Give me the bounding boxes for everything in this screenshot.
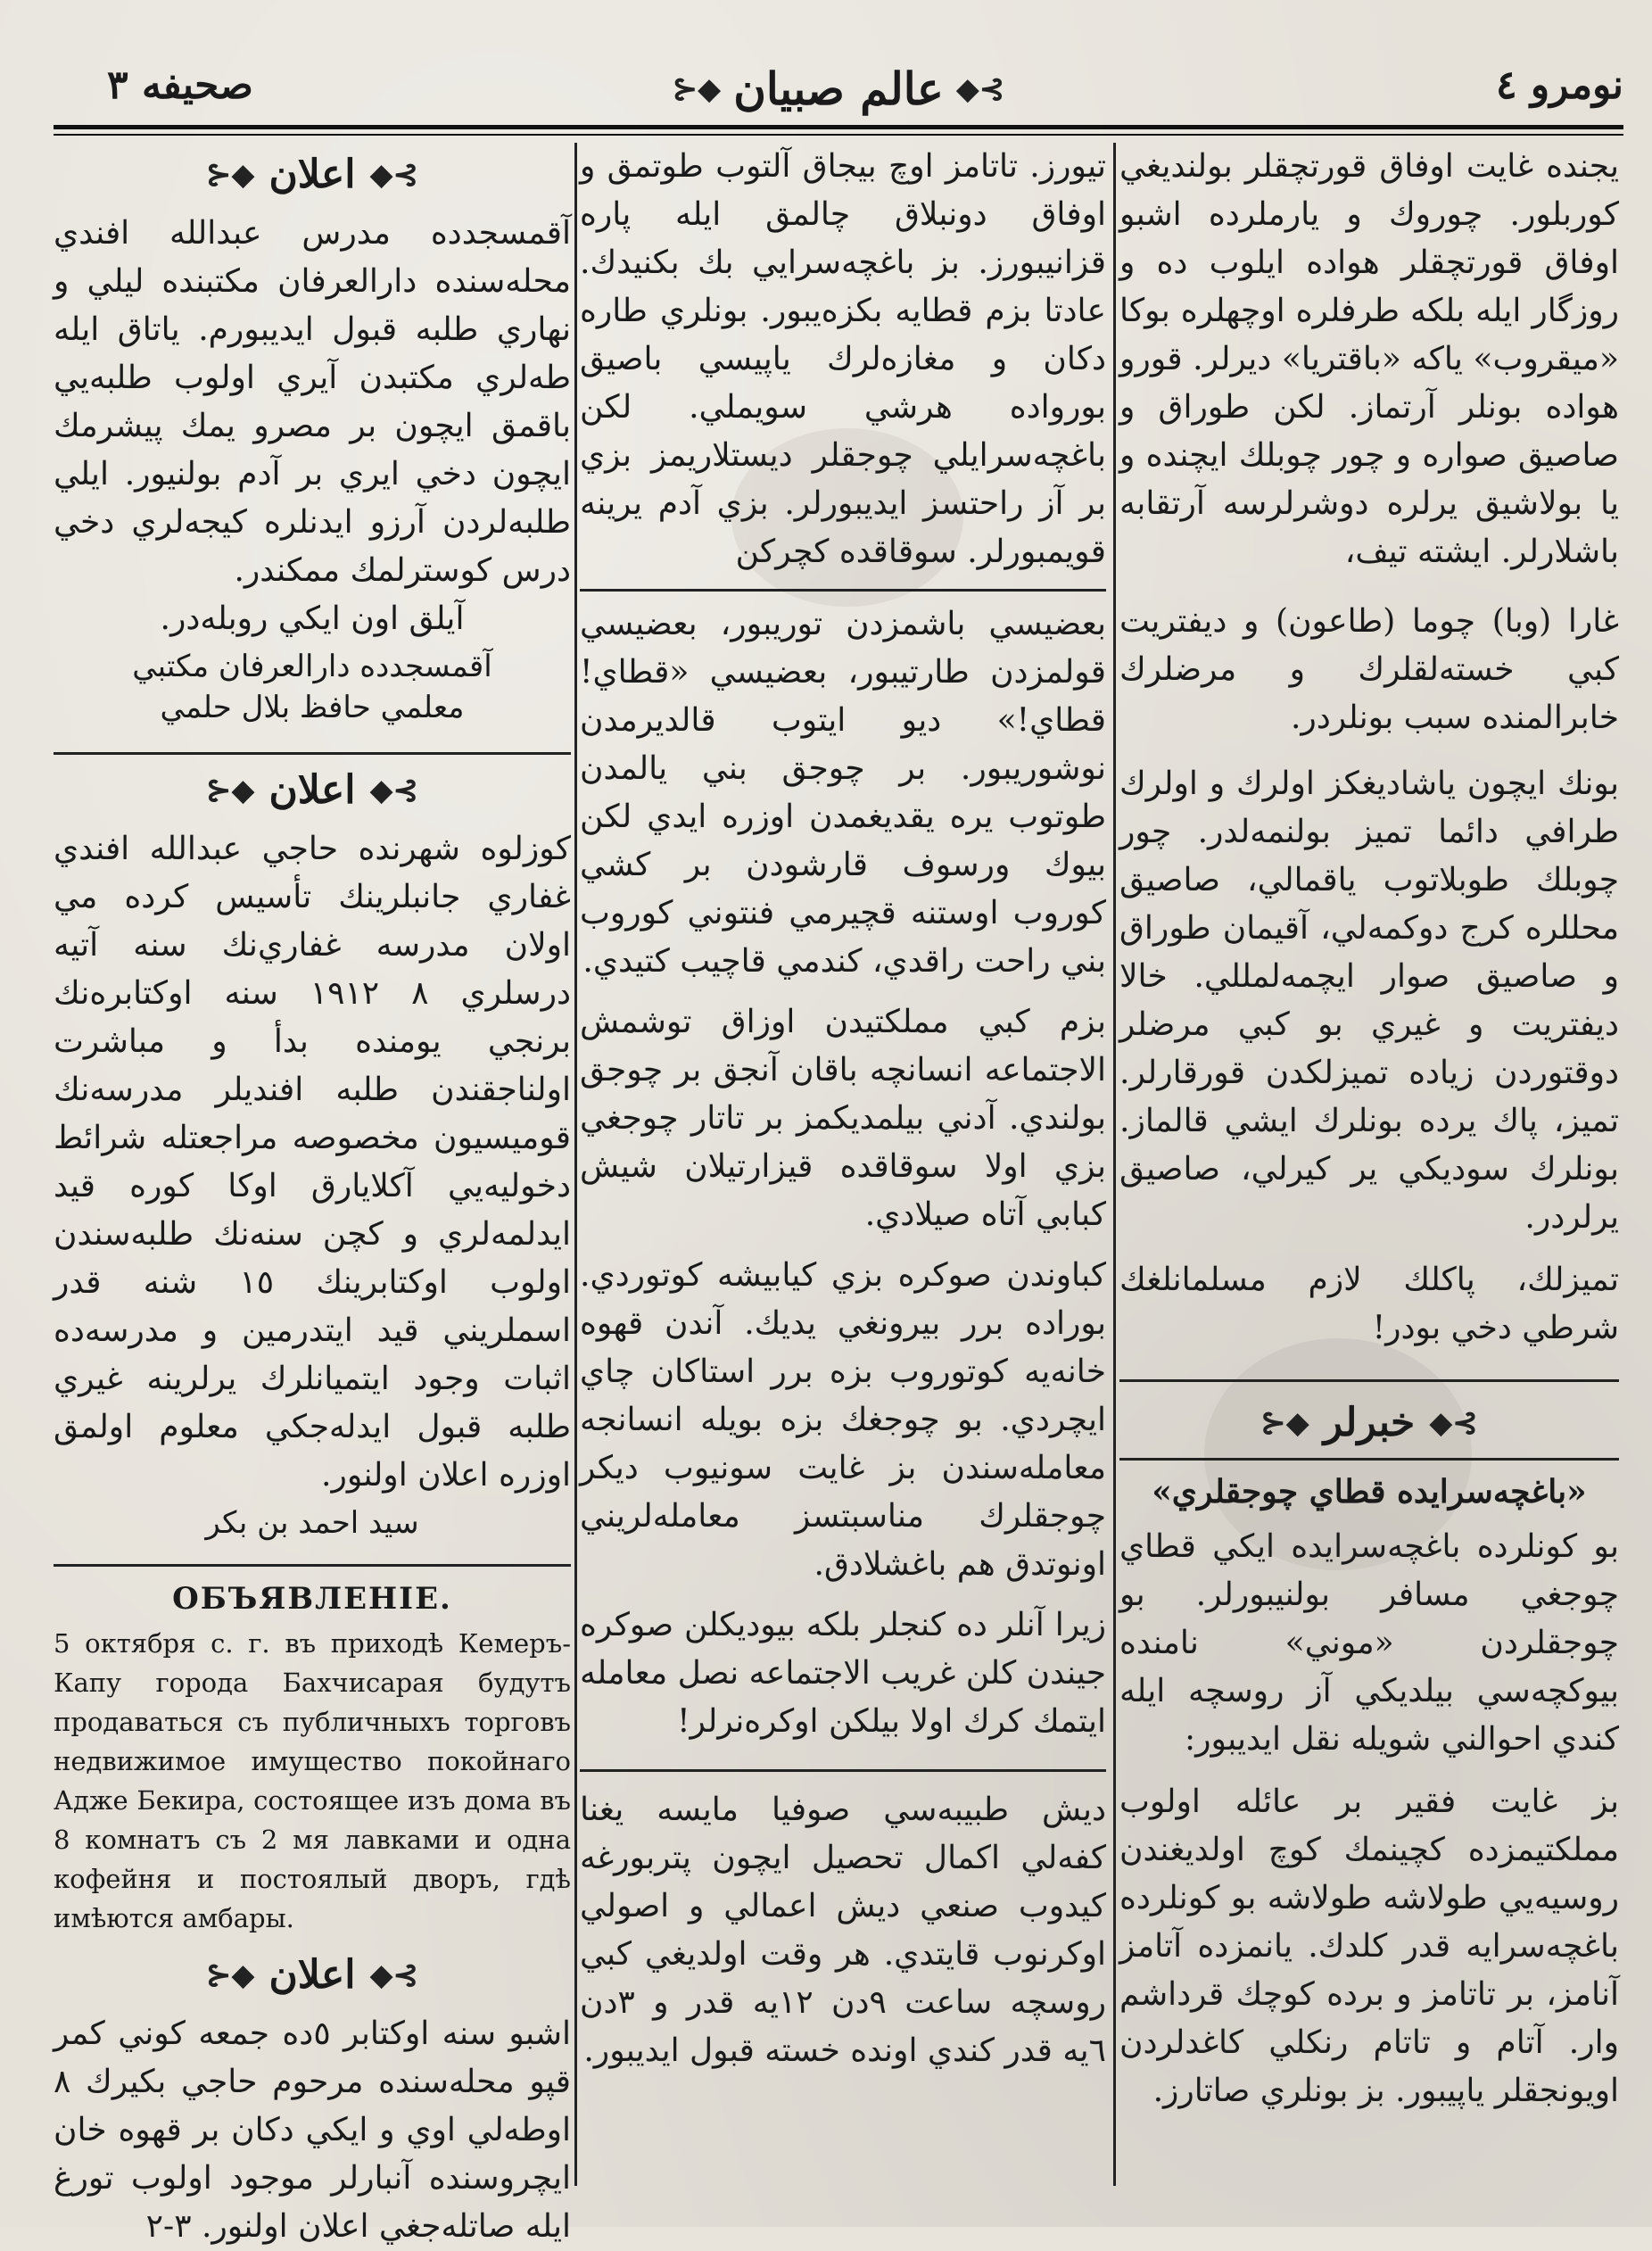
story-paragraph: كباوندن صوكره بزي كيابيشه كوتوردي. بوراده برر بيرونغي يديك. آندن قهوه خانه‌يه كوتوروب بزه برر استاكان چاي ايچردي. بو چوجغك بزه بويله انسانجه معامله‌سندن بز غايت سونيوب ديكر چوجقلرك مناسبتسز معامله‌لريني اونوتدق هم باغشلادق. (580, 1257, 1106, 1583)
ornament-icon: ◆⊰ (205, 772, 255, 808)
ad-signature: سيد احمد بن بكر (205, 1505, 419, 1541)
ornament-icon: ⊱◆ (369, 1957, 419, 1993)
ad-paragraph: اشبو سنه اوكتابر ٥ده جمعه كوني كمر قپو محله‌سنده مرحوم حاجي بكيرك ٨ اوطه‌لي اوي و ايكي دكان بر قهوه خان ايچروسنده آنبارلر موجود اولوب تورغ ايله صاتله‌جغي اعلان اولنور. ٣-٢ (54, 2015, 571, 2245)
russian-notice-text: 5 октября с. г. въ приходѣ Кемеръ-Капу города Бахчисарая будутъ продаваться съ публичныхъ торговъ недвижимое имущество покойнаго Адже Бекира, состоящее изъ дома въ 8 комнатъ съ 2 мя лавками и одна кофейня и постоялый дворъ, гдѣ имѣются амбары. (54, 1628, 571, 1933)
news-subtitle: «باغچه‌سرايده قطاي چوجقلري» (1152, 1473, 1587, 1510)
story-paragraph: زيرا آنلر ده كنجلر بلكه بيوديكلن صوكره جيندن كلن غريب الاجتماعه نصل معامله ايتمك كرك اولا بيلكن اوكره‌نرلر! (580, 1607, 1106, 1740)
column-divider (1113, 143, 1116, 2186)
middle-column (580, 143, 1106, 2075)
ad-title: اعلان (268, 152, 356, 197)
ad-paragraph: آقمسجدده مدرس عبدالله افندي محله‌سنده دارالعرفان مكتبنده ليلي و نهاري طلبه قبول ايديبورم. ياتاق ايله طه‌لري مكتبدن آيري اولوب طلبه‌يي باقمق ايچون بر مصرو يمك پيشرمك ايچون دخي ايري بر آدم بولنيور. ايلي طلبه‌لردن آرزو ايدنلره كيجه‌لري دخي درس كوسترلمك ممكندر. (54, 215, 571, 589)
ad-heading (54, 152, 571, 197)
section-rule (54, 1564, 571, 1567)
ad-signature-line: معلمي حافظ بلال حلمي (160, 690, 465, 725)
dentist-ad-paragraph: ديش طبيبه‌سي صوفيا مايسه يغنا كفه‌لي اكمال تحصيل ايچون پتربورغه كيدوب صنعي ديش اعمالي و اصولي اوكرنوب قايتدي. هر وقت اولديغي كبي روسچه ساعت ٩دن ١٢يه قدر و ٣دن ٦يه قدر كندي اونده خسته قبول ايديبور. (580, 1792, 1106, 2069)
ornament-icon: ◆⊰ (205, 1957, 255, 1993)
story-paragraph: بعضيسي باشمزدن توريبور، بعضيسي قولمزدن طارتيبور، بعضيسي «قطاي! قطاي!» ديو ايتوب قالديرمدن نوشوريبور. بر چوجق بني يالمدن طوتوب يره يقديغمدن اوزره ايدي لكن بيوك ورسوف قارشودن بر كشي كوروب اوستنه قچيرمي فنتوني كوروب بني راحت راقدي، كندمي قاچيب كتيدي. (580, 606, 1106, 980)
header-rule (54, 125, 1623, 129)
news-heading (1119, 1400, 1619, 1445)
story-paragraph: تيورز. تاتامز اوچ بيجاق آلتوب طوتمق و اوفاق دونبلاق چالمق ايله پاره قزانيبورز. بز باغچه‌سرايي بك بكنيدك. عادتا بزم قطايه بكزه‌يبور. بونلري طاره دكان و مغازه‌لرك ياپيسي باصيق بورواده هرشي سويملي. لكن باغچه‌سرايلي چوجقلر ديستلاريمز بزي بر آز راحتسز ايديبورلر. بزي آدم يرينه قويمبورلر. سوقاقده كچركن (580, 148, 1106, 570)
section-rule (1119, 1379, 1619, 1382)
russian-notice-title: ОБЪЯВЛЕНІЕ. (172, 1581, 452, 1617)
news-title: خبرلر (1323, 1400, 1416, 1445)
left-column (54, 143, 571, 2251)
section-rule (580, 589, 1106, 592)
header-rule-thin (54, 134, 1623, 136)
ad-heading (54, 767, 571, 813)
story-paragraph: بزم كبي مملكتيدن اوزاق توشمش الاجتماعه انسانچه باقان آنجق بر چوجق بولندي. آدني بيلمديكمز بر تاتار چوجغي بزي اولا سوقاقده قيزارتيلان شيش كبابي آتاه صيلادي. (580, 1004, 1106, 1233)
ornament-icon: ⊱◆ (369, 772, 419, 808)
ornament-icon: ⊱◆ (955, 70, 1005, 107)
masthead-title: عالم صبيان (733, 62, 944, 115)
news-paragraph: بو كونلرده باغچه‌سرايده ايكي قطاي چوجغي مسافر بولنيبورلر. بو چوجقلردن «موني» نامنده بيوكچه‌سي بيلديكي آز روسچه ايله كندي احوالني شويله نقل ايديبور: (1119, 1528, 1619, 1758)
ornament-icon: ◆⊰ (205, 156, 255, 193)
russian-notice (54, 1581, 571, 1938)
ad-heading (54, 1952, 571, 1998)
ad-paragraph: آيلق اون ايكي روبله‌در. (160, 600, 465, 637)
section-rule (54, 752, 571, 755)
masthead (673, 62, 1005, 115)
news-paragraph: بز غايت فقير بر عائله اولوب مملكتيمزده كچينمك كوچ اولديغندن روسيه‌يي طولاشه طولاشه بو كونلرده باغچه‌سرايه قدر كلدك. يانمزده آتامز آنامز، بر تاتامز و برده كوچك قرداشم وار. آتام و تاتام رنكلي كاغدلردن اويونجقلر ياپيبور. بز بونلري صاتارز. (1119, 1783, 1619, 2109)
article-paragraph: يجنده غايت اوفاق قورتچقلر بولنديغي كوربلور. چوروك و يارملرده اشبو اوفاق قورتچقلر هواده ايلوب ده و روزگار ايله بلكه طرفلره اوچهلره بوكا «ميقروب» ياكه «باقتريا» ديرلر. قورو هواده بونلر آرتماز. لكن طوراق و صاصيق صواره و چور چوبلك ايچنده و يا بولاشيق يرلره دوشرلرسه آرتقابه باشلارلر. ايشته تيف، (1119, 148, 1619, 570)
section-rule (1119, 1458, 1619, 1461)
ad-paragraph: كوزلوه شهرنده حاجي عبدالله افندي غفاري جانبلرينك تأسيس كرده مي اولان مدرسه غفاري‌نك سنه آتيه درسلري ٨ ١٩١٢ سنه اوكتابره‌نك برنجي يومنده بدأ و مباشرت اولناجقندن طلبه افنديلر مدرسه‌نك قوميسيون مخصوصه مراجعتله شرائط دخوليه‌يي آكلايارق اوكا كوره قيد ايدلمه‌لري و كچن سنه‌نك طلبه‌سندن اولوب اوكتابرينك ١٥ شنه قدر اسملريني قيد ايتدرمين و مدرسه‌ده اثبات وجود ايتميانلرك يرلرينه غيري طلبه قبول ايدله‌جكي معلوم اولمق اوزره اعلان اولنور. (54, 831, 571, 1494)
section-rule (580, 1769, 1106, 1772)
column-divider (574, 143, 577, 2186)
ad-signature-line: آقمسجدده دارالعرفان مكتبي (132, 649, 492, 684)
page-number: صحيفه ٣ (107, 62, 253, 108)
ornament-icon: ⊱◆ (369, 156, 419, 193)
page-header (54, 62, 1623, 125)
article-paragraph: بونك ايچون ياشاديغكز اولرك و اولرك طرافي دائما تميز بولنمه‌لدر. چور چوبلك طوبلاتوب ياقمالي، صاصيق محللره كرج دوكمه‌لي، آقيمان طوراق و صاصيق صوار ايچمه‌لمللي. خالا ديفتريت و غيري بو كبي مرضلر دوقتوردن زياده تميزلكدن قورقارلر. تميز، پاك يرده بونلرك ايشي قالماز. بونلرك سوديكي ير كيرلي، صاصيق يرلردر. (1119, 766, 1619, 1236)
right-column (1119, 143, 1619, 2115)
ornament-icon: ⊱◆ (1429, 1404, 1478, 1441)
ornament-icon: ◆⊰ (1260, 1404, 1309, 1441)
ad-title: اعلان (268, 767, 356, 813)
ad-title: اعلان (268, 1952, 356, 1998)
issue-number: نومرو ٤ (1495, 62, 1623, 108)
ornament-icon: ◆⊰ (672, 70, 722, 107)
article-paragraph: غارا (وبا) چوما (طاعون) و ديفتريت كبي خسته‌لقلرك و مرضلرك خابرالمنده سبب بونلردر. (1119, 603, 1619, 736)
article-paragraph: تميزلك، پاكلك لازم مسلمانلغك شرطي دخي بودر! (1119, 1262, 1619, 1346)
